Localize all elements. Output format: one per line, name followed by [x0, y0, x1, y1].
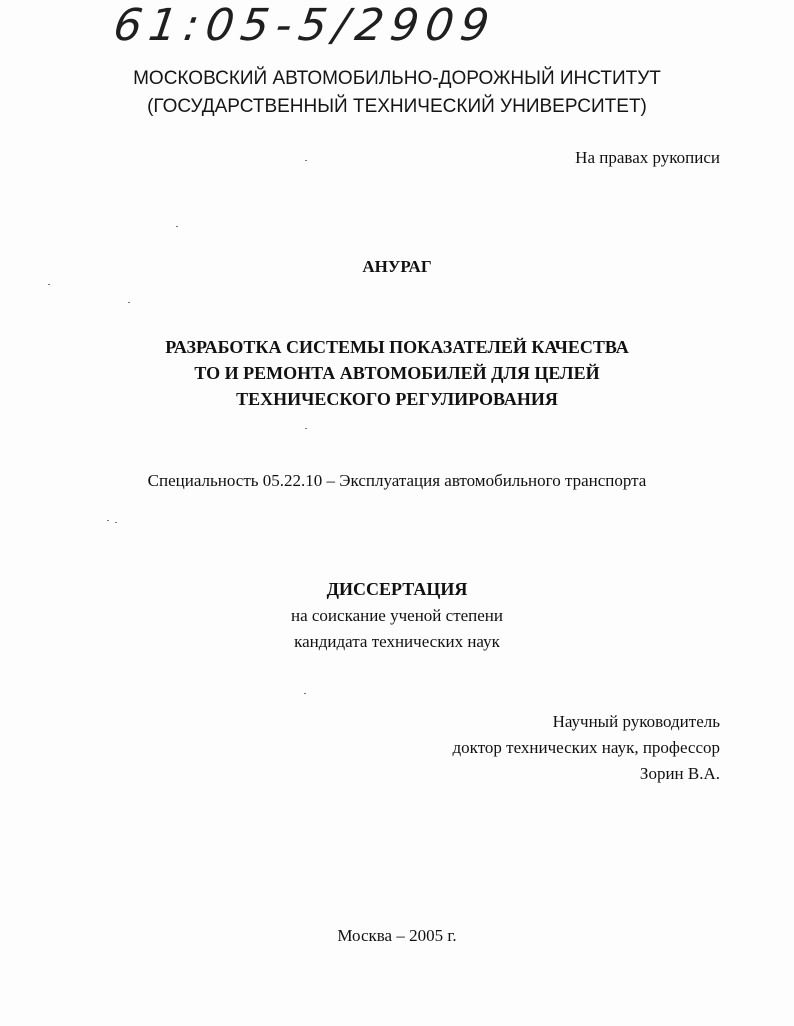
place-and-year: Москва – 2005 г. [337, 926, 457, 945]
thesis-title-line-2: ТО И РЕМОНТА АВТОМОБИЛЕЙ ДЛЯ ЦЕЛЕЙ [194, 363, 600, 383]
supervisor-name: Зорин В.А. [639, 764, 720, 783]
specialty-line: Специальность 05.22.10 – Эксплуатация автомобильного транспорта [147, 471, 647, 490]
degree-purpose-line-2: кандидата технических наук [294, 632, 500, 651]
degree-purpose-line-1: на соискание ученой степени [290, 606, 504, 625]
supervisor-degree: доктор технических наук, профессор [452, 738, 720, 757]
scan-speck [48, 284, 50, 285]
scan-speck [305, 428, 307, 429]
work-type: ДИССЕРТАЦИЯ [326, 579, 468, 599]
manuscript-rights-note: На правах рукописи [575, 148, 720, 167]
scan-speck [304, 693, 306, 694]
scan-speck [107, 520, 109, 521]
author-name: АНУРАГ [362, 257, 432, 276]
institution-subtitle: (ГОСУДАРСТВЕННЫЙ ТЕХНИЧЕСКИЙ УНИВЕРСИТЕТ) [147, 96, 647, 117]
thesis-title-line-1: РАЗРАБОТКА СИСТЕМЫ ПОКАЗАТЕЛЕЙ КАЧЕСТВА [165, 337, 629, 357]
scan-speck [305, 160, 307, 161]
scan-speck [128, 302, 130, 303]
institution-name: МОСКОВСКИЙ АВТОМОБИЛЬНО-ДОРОЖНЫЙ ИНСТИТУТ [133, 68, 661, 89]
scan-speck [176, 226, 178, 227]
thesis-title-line-3: ТЕХНИЧЕСКОГО РЕГУЛИРОВАНИЯ [236, 389, 558, 409]
handwritten-archive-code: 61:05-5/2909 [110, 0, 500, 51]
scan-speck [115, 522, 117, 523]
supervisor-role: Научный руководитель [552, 712, 720, 731]
